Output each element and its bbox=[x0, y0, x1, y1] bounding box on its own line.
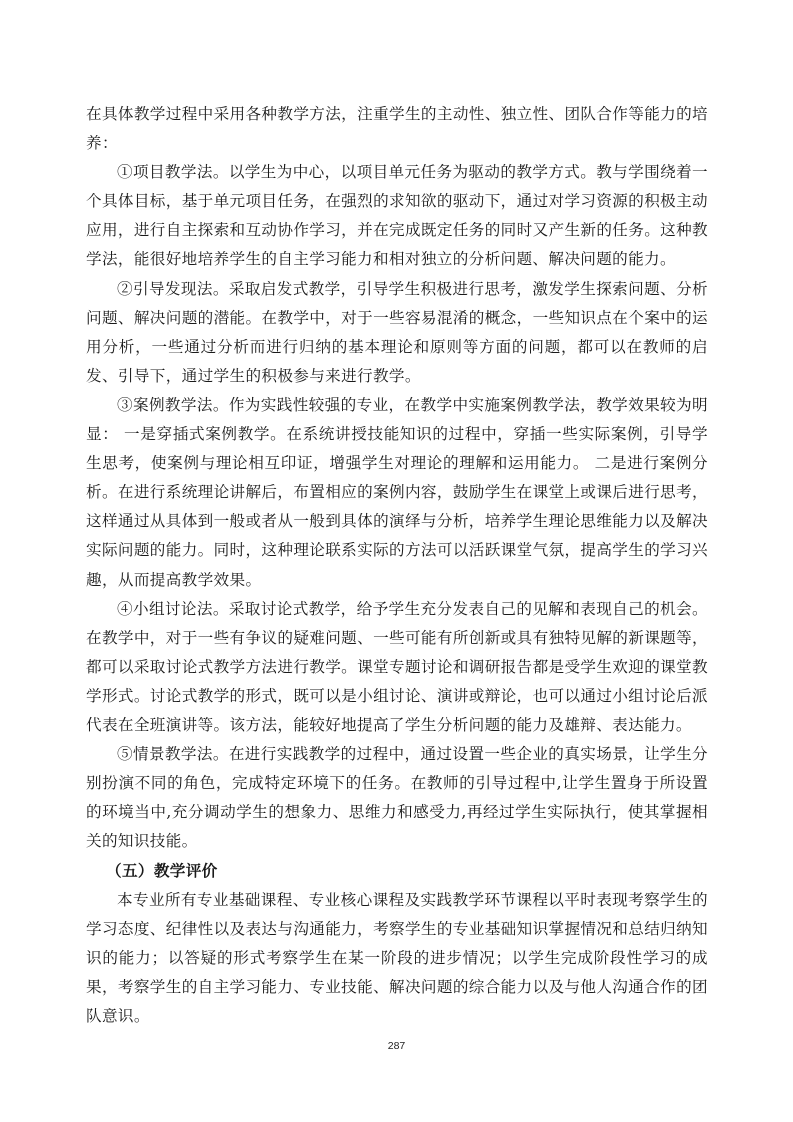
body-text bbox=[86, 100, 708, 1031]
project-teaching-paragraph: ①项目教学法。以学生为中心，以项目单元任务为驱动的教学方式。教与学围绕着一个具体目标，基于单元项目任务，在强烈的求知欲的驱动下，通过对学习资源的积极主动应用，进行自主探索和互动协作学习，并在完成既定任务的同时又产生新的任务。这种教学法，能很好地培养学生的自主学习能力和相对独立的分析问题、解决问题的能力。 bbox=[86, 163, 708, 269]
group-discussion-paragraph: ④小组讨论法。采取讨论式教学，给予学生充分发表自己的见解和表现自己的机会。在教学中，对于一些有争议的疑难问题、一些可能有所创新或具有独特见解的新课题等，都可以采取讨论式教学方法进行教学。课堂专题讨论和调研报告都是受学生欢迎的课堂教学形式。讨论式教学的形式，既可以是小组讨论、演讲或辩论，也可以通过小组讨论后派代表在全班演讲等。该方法，能较好地提高了学生分析问题的能力及雄辩、表达能力。 bbox=[86, 599, 708, 734]
teaching-evaluation-paragraph: 本专业所有专业基础课程、专业核心课程及实践教学环节课程以平时表现考察学生的学习态度、纪律性以及表达与沟通能力，考察学生的专业基础知识掌握情况和总结归纳知识的能力；以答疑的形式考察学生在某一阶段的进步情况；以学生完成阶段性学习的成果，考察学生的自主学习能力、专业技能、解决问题的综合能力以及与他人沟通合作的团队意识。 bbox=[86, 890, 708, 1025]
scenario-teaching-paragraph: ⑤情景教学法。在进行实践教学的过程中，通过设置一些企业的真实场景，让学生分别扮演不同的角色，完成特定环境下的任务。在教师的引导过程中,让学生置身于所设置的环境当中,充分调动学生的想象力、思维力和感受力,再经过学生实际执行，使其掌握相关的知识技能。 bbox=[86, 745, 708, 851]
case-teaching-paragraph: ③案例教学法。作为实践性较强的专业，在教学中实施案例教学法，教学效果较为明显： 一是穿插式案例教学。在系统讲授技能知识的过程中，穿插一些实际案例，引导学生思考，使案例与理论相互印证，增强学生对理论的理解和运用能力。 二是进行案例分析。在进行系统理论讲解后，布置相应的案例内容，鼓励学生在课堂上或课后进行思考，这样通过从具体到一般或者从一般到具体的演绎与分析，培养学生理论思维能力以及解决实际问题的能力。同时，这种理论联系实际的方法可以活跃课堂气氛，提高学生的学习兴趣，从而提高教学效果。 bbox=[86, 395, 708, 589]
guided-discovery-paragraph: ②引导发现法。采取启发式教学，引导学生积极进行思考，激发学生探索问题、分析问题、解决问题的潜能。在教学中，对于一些容易混淆的概念，一些知识点在个案中的运用分析，一些通过分析而进行归纳的基本理论和原则等方面的问题，都可以在教师的启发、引导下，通过学生的积极参与来进行教学。 bbox=[86, 279, 708, 385]
intro-paragraph: 在具体教学过程中采用各种教学方法，注重学生的主动性、独立性、团队合作等能力的培养： bbox=[86, 105, 708, 153]
section-heading: （五）教学评价 bbox=[106, 861, 218, 881]
page-number: 287 bbox=[387, 1040, 406, 1052]
